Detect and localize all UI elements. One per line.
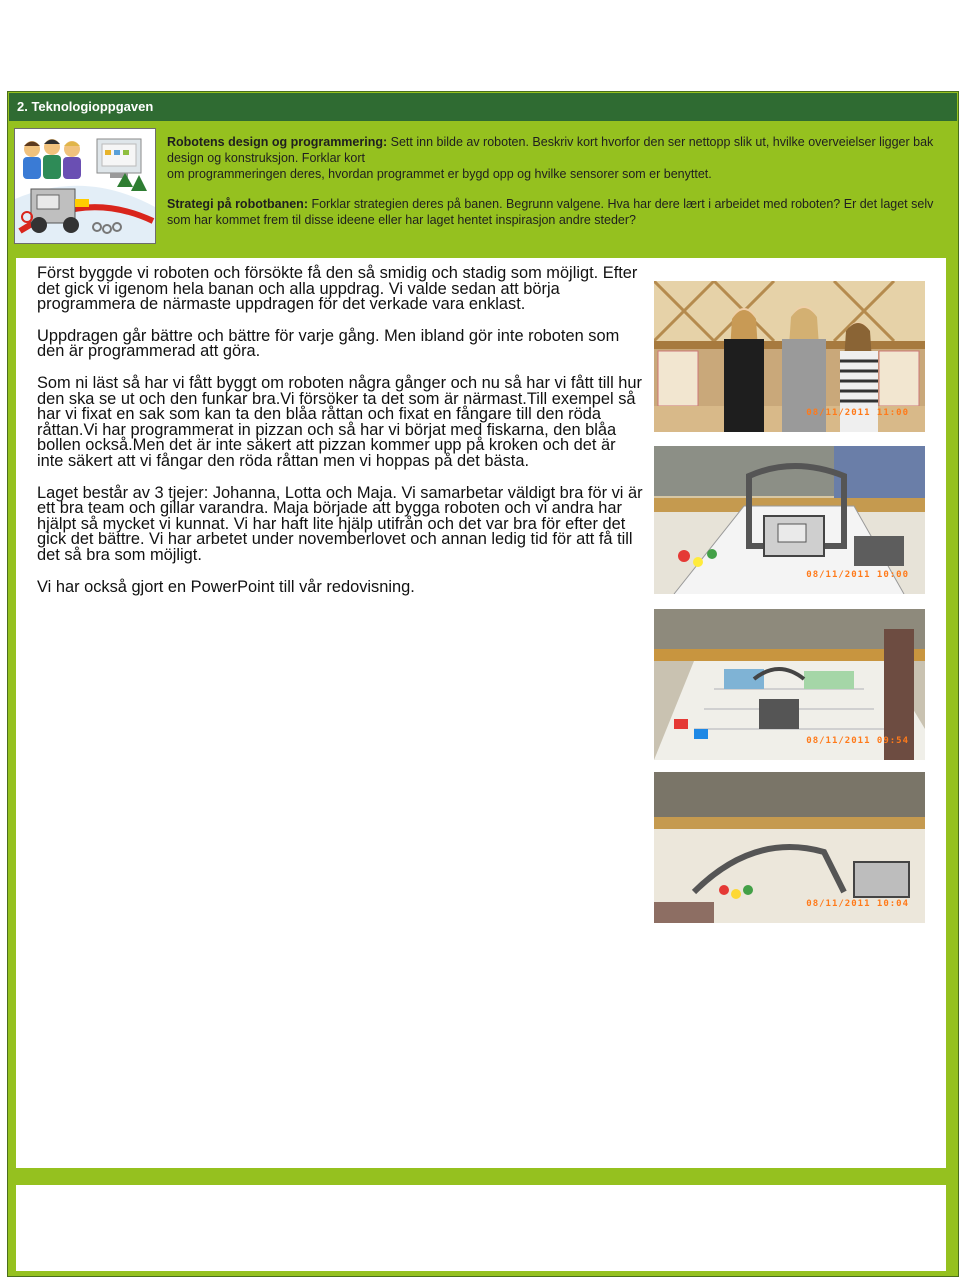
robot-photo [654, 446, 925, 594]
task-illustration [14, 128, 156, 244]
strategy-text: Forklar strategien deres på banen. Begrunn valgene. Hva har dere lært i arbeidet med roboten? Er det laget selv som har kommet frem til disse ideene eller har laget hentet inspirasjon andre steder? [167, 197, 934, 227]
team-photo [654, 281, 925, 432]
photo-timestamp: 08/11/2011 10:04 [806, 899, 909, 909]
course-photo [654, 609, 925, 760]
bottom-panel [16, 1185, 946, 1271]
answer-paragraph: Som ni läst så har vi fått byggt om roboten några gånger och nu så har vi fått till hur den ska se ut och den funkar bra.Vi försöker ta det som är närmast.Till exempel så har vi fixat en sak som kan ta den blåa råttan och fixat en fångare till den röda råttan.Vi har programmerat in pizzan och så har vi börjat med fiskarna, den blåa bollen också.Men det är inte säkert att pizzan kommer upp på kroken och det är inte säkert att vi fångar den röda råttan men vi hoppas på det bästa. [37, 373, 642, 470]
robot-arm-photo [654, 772, 925, 923]
section-title: 2. Teknologioppgaven [9, 93, 957, 121]
answer-paragraph: Först byggde vi roboten och försökte få den så smidig och stadig som möjligt. Efter det gick vi igenom hela banan och alla uppdrag. Vi valde sedan att börja programmera de närmaste uppdragen för det verkade vara enklast. [37, 264, 638, 314]
photo-timestamp: 08/11/2011 10:00 [806, 570, 909, 580]
design-label: Robotens design og programmering: [167, 135, 388, 149]
design-text: Sett inn bilde av roboten. Beskriv kort hvorfor den ser nettopp slik ut, hvilke overveielser ligger bak design og konstruksjon. Forklar kort [167, 135, 934, 165]
strategy-label: Strategi på robotbanen: [167, 197, 308, 211]
answer-paragraph: Laget består av 3 tjejer: Johanna, Lotta och Maja. Vi samarbetar väldigt bra för vi är ett bra team och gillar varandra. Maja började att bygga roboten och vi andra har hjälpt så mycket vi kunnat. Vi har haft lite hjälp utifrån och det var bra för efter det gick det bättre. Vi har arbetet under novemberlovet och annan ledig tid för att få till det så bra som möjligt. [37, 483, 643, 564]
design-text-continued: om programmeringen deres, hvordan programmet er bygd opp og hvilke sensorer som er benyttet. [167, 167, 712, 181]
answer-paragraph: Vi har också gjort en PowerPoint till vår redovisning. [37, 577, 415, 596]
task-instructions [167, 134, 951, 242]
answer-text [37, 266, 643, 611]
photo-timestamp: 08/11/2011 11:00 [806, 408, 909, 418]
photo-timestamp: 08/11/2011 09:54 [806, 736, 909, 746]
answer-paragraph: Uppdragen går bättre och bättre för varje gång. Men ibland gör inte roboten som den är programmerad att göra. [37, 326, 620, 361]
